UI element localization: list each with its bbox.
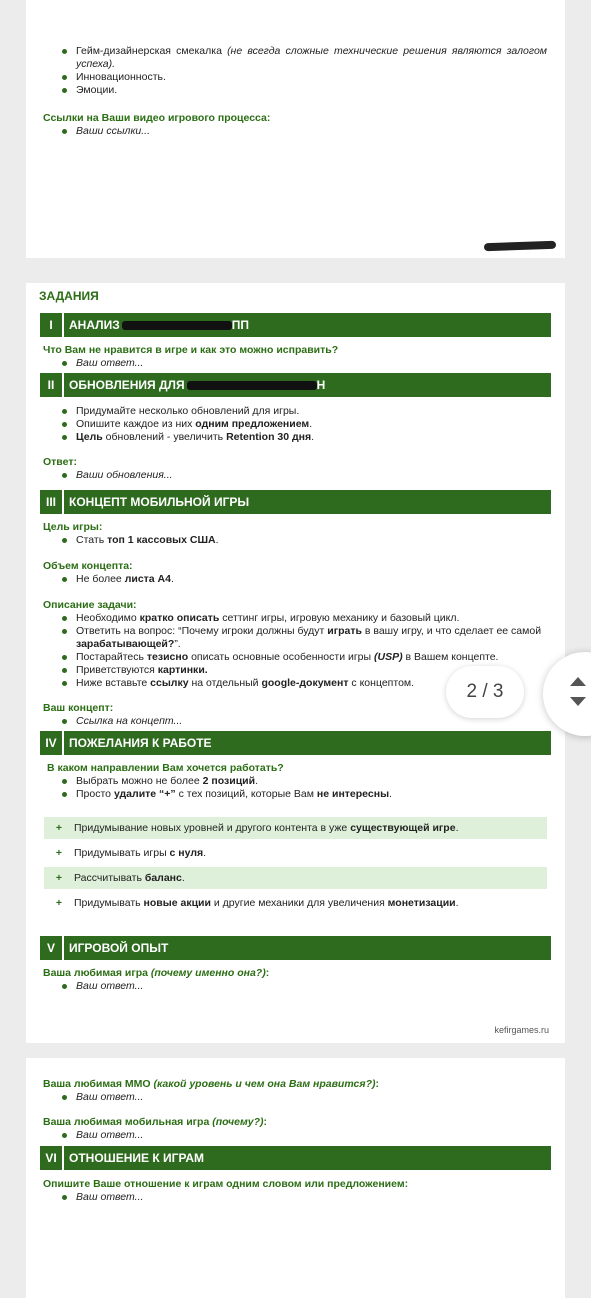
goal-label: Цель игры:	[43, 521, 103, 533]
section-title: ИГРОВОЙ ОПЫТ	[69, 941, 169, 955]
section-title: ОТНОШЕНИЕ К ИГРАМ	[69, 1151, 205, 1165]
work-option-3[interactable]: + Рассчитывать баланс.	[44, 867, 547, 889]
favorite-mmo-question: Ваша любимая ММО (какой уровень и чем она Вам нравится?):	[43, 1078, 379, 1090]
section-bar-6: VI ОТНОШЕНИЕ К ИГРАМ	[40, 1146, 551, 1170]
section-title: ОБНОВЛЕНИЯ ДЛЯ	[69, 378, 185, 392]
task-description-label: Описание задачи:	[43, 599, 137, 611]
list-item: Инновационность.	[26, 71, 565, 84]
section-bar-1: I АНАЛИЗ ПП	[40, 313, 551, 337]
work-option-2[interactable]: + Придумывать игры с нуля.	[44, 842, 547, 864]
work-direction-question: В каком направлении Вам хочется работать?	[47, 762, 284, 774]
favorite-game-question: Ваша любимая игра (почему именно она?):	[43, 967, 270, 979]
signature-redaction	[484, 241, 556, 252]
concept-label: Ваш концепт:	[43, 702, 114, 714]
list-item: Выбрать можно не более 2 позиций.	[26, 775, 565, 788]
list-item: Не более листа А4.	[26, 573, 565, 586]
document-page-1	[26, 0, 565, 258]
answer-field[interactable]: Ваш ответ...	[26, 980, 565, 993]
tasks-heading: ЗАДАНИЯ	[39, 289, 99, 303]
plus-mark[interactable]: +	[55, 822, 63, 834]
redacted-text	[187, 381, 317, 390]
list-item: Придумайте несколько обновлений для игры.	[26, 405, 565, 418]
work-instructions	[26, 775, 565, 801]
document-page-2	[26, 283, 565, 1043]
section-bar-4: IV ПОЖЕЛАНИЯ К РАБОТЕ	[40, 731, 551, 755]
answer-label: Ответ:	[43, 456, 77, 468]
document-page-3	[26, 1058, 565, 1298]
video-links-placeholder[interactable]: Ваши ссылки...	[26, 125, 565, 138]
list-item: Эмоции.	[26, 84, 565, 97]
list-item: Приветствуются картинки.	[26, 664, 565, 677]
section-title: ПОЖЕЛАНИЯ К РАБОТЕ	[69, 736, 212, 750]
list-item: Цель обновлений - увеличить Retention 30 дня.	[26, 431, 565, 444]
plus-mark[interactable]: +	[55, 872, 63, 884]
page-indicator: 2 / 3	[446, 666, 524, 718]
plus-mark[interactable]: +	[55, 897, 63, 909]
concept-link-placeholder[interactable]: Ссылка на концепт...	[26, 715, 565, 728]
footer-url[interactable]: kefirgames.ru	[494, 1025, 549, 1035]
answer-field[interactable]: Ваш ответ...	[26, 357, 565, 370]
answer-field[interactable]: Ваши обновления...	[26, 469, 565, 482]
list-item: Гейм-дизайнерская смекалка (не всегда сложные технические решения являются залогом успеха).	[26, 45, 565, 71]
video-links-label: Ссылки на Ваши видео игрового процесса:	[43, 112, 271, 124]
list-item: Постарайтесь тезисно описать основные особенности игры (USP) в Вашем концепте.	[26, 651, 565, 664]
chevron-up-icon[interactable]	[570, 677, 586, 686]
updates-instructions	[26, 405, 565, 444]
work-option-1[interactable]: + Придумывание новых уровней и другого контента в уже существующей игре.	[44, 817, 547, 839]
chevron-down-icon[interactable]	[570, 697, 586, 706]
section-1-question: Что Вам не нравится в игре и как это можно исправить?	[43, 344, 339, 356]
list-item: Просто удалите “+” с тех позиций, которые Вам не интересны.	[26, 788, 565, 801]
list-item: Необходимо кратко описать сеттинг игры, игровую механику и базовый цикл.	[26, 612, 565, 625]
section-bar-5: V ИГРОВОЙ ОПЫТ	[40, 936, 551, 960]
favorite-mobile-question: Ваша любимая мобильная игра (почему?):	[43, 1116, 267, 1128]
answer-field[interactable]: Ваш ответ...	[26, 1091, 565, 1104]
redacted-text	[122, 321, 232, 330]
volume-label: Объем концепта:	[43, 560, 133, 572]
section-title: КОНЦЕПТ МОБИЛЬНОЙ ИГРЫ	[69, 495, 250, 509]
list-item: Опишите каждое из них одним предложением.	[26, 418, 565, 431]
answer-field[interactable]: Ваш ответ...	[26, 1129, 565, 1142]
plus-mark[interactable]: +	[55, 847, 63, 859]
list-item: Ниже вставьте ссылку на отдельный google-документ с концептом.	[26, 677, 565, 690]
section-title: АНАЛИЗ	[69, 318, 120, 332]
section-bar-3: III КОНЦЕПТ МОБИЛЬНОЙ ИГРЫ	[40, 490, 551, 514]
attitude-question: Опишите Ваше отношение к играм одним словом или предложением:	[43, 1178, 409, 1190]
list-item: Ответить на вопрос: “Почему игроки должны будут играть в вашу игру, и что сделает ее самой зарабатывающей?”.	[26, 625, 565, 651]
work-option-4[interactable]: + Придумывать новые акции и другие механики для увеличения монетизации.	[44, 892, 547, 914]
section-bar-2: II ОБНОВЛЕНИЯ ДЛЯ Н	[40, 373, 551, 397]
criteria-list	[26, 45, 565, 97]
answer-field[interactable]: Ваш ответ...	[26, 1191, 565, 1204]
list-item: Стать топ 1 кассовых США.	[26, 534, 565, 547]
